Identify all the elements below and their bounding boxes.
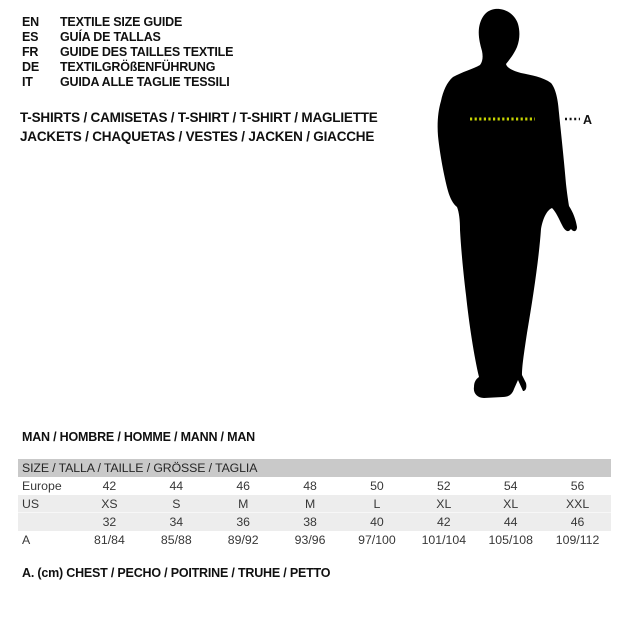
row-label-europe: Europe <box>22 479 62 493</box>
category-block <box>20 109 378 146</box>
language-code-es: ES <box>22 29 39 44</box>
size-cell: 93/96 <box>294 533 326 547</box>
language-row-de <box>22 59 233 74</box>
size-cell: 101/104 <box>421 533 467 547</box>
size-cell: 109/112 <box>555 533 600 547</box>
measure-label-a: A <box>583 113 593 127</box>
size-header-bar <box>18 459 611 477</box>
language-row-en <box>22 14 233 29</box>
language-row-es <box>22 29 233 44</box>
size-cell: XS <box>101 496 118 511</box>
size-cell: 105/108 <box>488 533 533 547</box>
table-row-numeric <box>18 513 611 531</box>
size-cell: 44 <box>503 515 518 529</box>
language-row-it <box>22 74 233 89</box>
table-row-europe <box>18 477 611 495</box>
language-label-it: GUIDA ALLE TAGLIE TESSILI <box>60 74 230 89</box>
language-code-fr: FR <box>22 44 39 59</box>
size-cell: 89/92 <box>227 533 259 547</box>
size-cell: 81/84 <box>94 533 125 547</box>
size-cell: 46 <box>570 515 585 529</box>
size-cell: 56 <box>570 479 585 493</box>
size-cell: S <box>172 496 181 511</box>
size-cell: 42 <box>436 515 451 529</box>
language-row-fr <box>22 44 233 59</box>
man-silhouette-figure <box>425 8 600 403</box>
size-cell: 34 <box>169 515 184 529</box>
size-cell: 97/100 <box>358 533 396 547</box>
category-line-jackets: JACKETS / CHAQUETAS / VESTES / JACKEN / GIACCHE <box>20 128 375 144</box>
measurement-footnote: A. (cm) CHEST / PECHO / POITRINE / TRUHE / PETTO <box>22 566 331 580</box>
language-code-en: EN <box>22 14 39 29</box>
size-cell: L <box>373 496 381 511</box>
language-label-es: GUÍA DE TALLAS <box>60 29 161 44</box>
size-cell: XL <box>503 496 519 511</box>
size-header-label: SIZE / TALLA / TAILLE / GRÖSSE / TAGLIA <box>22 461 258 475</box>
size-cell: 46 <box>236 479 251 493</box>
size-cell: XL <box>436 496 452 511</box>
size-cell: 36 <box>236 515 251 529</box>
size-cell: 44 <box>169 479 184 493</box>
size-cell: 48 <box>303 479 317 493</box>
size-cell: 42 <box>102 479 117 493</box>
language-label-en: TEXTILE SIZE GUIDE <box>60 14 183 29</box>
size-cell: 85/88 <box>160 533 192 547</box>
language-title-list <box>22 14 233 89</box>
table-row-chest <box>18 531 611 549</box>
size-cell: 38 <box>303 515 317 529</box>
size-cell: 50 <box>370 479 384 493</box>
language-label-de: TEXTILGRÖßENFÜHRUNG <box>60 59 216 74</box>
language-label-fr: GUIDE DES TAILLES TEXTILE <box>60 44 234 59</box>
size-cell: 40 <box>370 515 384 529</box>
size-cell: M <box>304 496 316 511</box>
size-cell: 54 <box>503 479 518 493</box>
size-table <box>18 459 611 549</box>
size-cell: XXL <box>565 496 590 511</box>
table-row-us <box>18 495 611 513</box>
language-code-it: IT <box>22 74 33 89</box>
size-cell: 52 <box>436 479 451 493</box>
category-line-tshirts: T-SHIRTS / CAMISETAS / T-SHIRT / T-SHIRT / MAGLIETTE <box>20 110 378 125</box>
row-label-chest: A <box>22 533 31 547</box>
man-silhouette <box>438 9 577 398</box>
language-code-de: DE <box>22 59 39 74</box>
size-cell: M <box>238 496 249 511</box>
row-label-us: US <box>22 496 40 511</box>
table-heading: MAN / HOMBRE / HOMME / MANN / MAN <box>22 430 255 444</box>
size-cell: 32 <box>102 515 117 529</box>
